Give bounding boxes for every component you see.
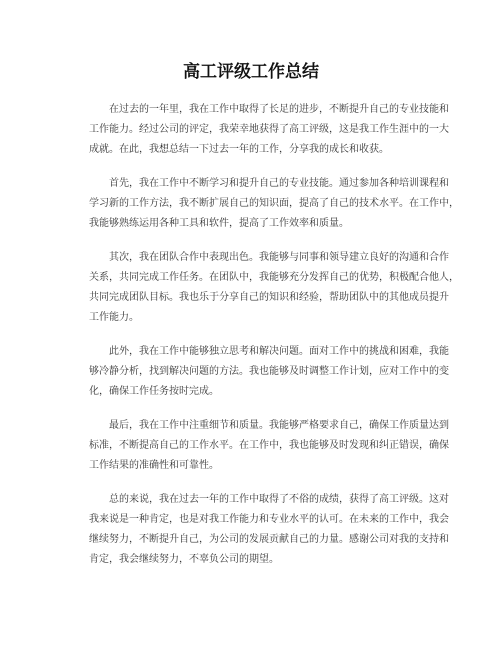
- paragraph-line: 首先，我在工作中不断学习和提升自己的专业技能。通过参加各种培训课程和: [109, 178, 449, 189]
- body-paragraph: [89, 100, 449, 160]
- paragraph-line: 关系，共同完成工作任务。在团队中，我能够充分发挥自己的优势，积极配合他人，: [89, 272, 459, 283]
- document-title: 高工评级工作总结: [183, 62, 319, 82]
- paragraph-line: 我能够熟练运用各种工具和软件，提高了工作效率和质量。: [89, 218, 349, 229]
- paragraph-line: 工作能力。经过公司的评定，我荣幸地获得了高工评级，这是我工作生涯中的一大: [89, 124, 449, 135]
- document-body: [89, 100, 459, 584]
- paragraph-line: 其次，我在团队合作中表现出色。我能够与同事和领导建立良好的沟通和合作: [109, 252, 449, 263]
- paragraph-line: 肯定，我会继续努力，不辜负公司的期望。: [89, 554, 279, 565]
- paragraph-line: 成就。在此，我想总结一下过去一年的工作，分享我的成长和收获。: [89, 144, 389, 155]
- paragraph-line: 学习新的工作方法，我不断扩展自己的知识面，提高了自己的技术水平。在工作中，: [89, 198, 459, 209]
- body-paragraph: [89, 416, 449, 476]
- paragraph-line: 工作结果的准确性和可靠性。: [89, 460, 219, 471]
- paragraph-line: 工作能力。: [89, 312, 139, 323]
- paragraph-line: 此外，我在工作中能够独立思考和解决问题。面对工作中的挑战和困难，我能: [109, 346, 449, 357]
- body-paragraph: [89, 342, 449, 402]
- paragraph-line: 标准，不断提高自己的工作水平。在工作中，我也能够及时发现和纠正错误，确保: [89, 440, 449, 451]
- paragraph-line: 继续努力，不断提升自己，为公司的发展贡献自己的力量。感谢公司对我的支持和: [89, 534, 449, 545]
- body-paragraph: [89, 248, 459, 328]
- paragraph-line: 我来说是一种肯定，也是对我工作能力和专业水平的认可。在未来的工作中，我会: [89, 514, 449, 525]
- body-paragraph: [89, 174, 459, 234]
- body-paragraph: [89, 490, 449, 570]
- paragraph-line: 总的来说，我在过去一年的工作中取得了不俗的成绩，获得了高工评级。这对: [109, 494, 449, 505]
- paragraph-line: 共同完成团队目标。我也乐于分享自己的知识和经验，帮助团队中的其他成员提升: [89, 292, 449, 303]
- paragraph-line: 在过去的一年里，我在工作中取得了长足的进步，不断提升自己的专业技能和: [109, 104, 449, 115]
- paragraph-line: 最后，我在工作中注重细节和质量。我能够严格要求自己，确保工作质量达到: [109, 420, 449, 431]
- paragraph-line: 够冷静分析，找到解决问题的方法。我也能够及时调整工作计划，应对工作中的变: [89, 366, 449, 377]
- paragraph-line: 化，确保工作任务按时完成。: [89, 386, 219, 397]
